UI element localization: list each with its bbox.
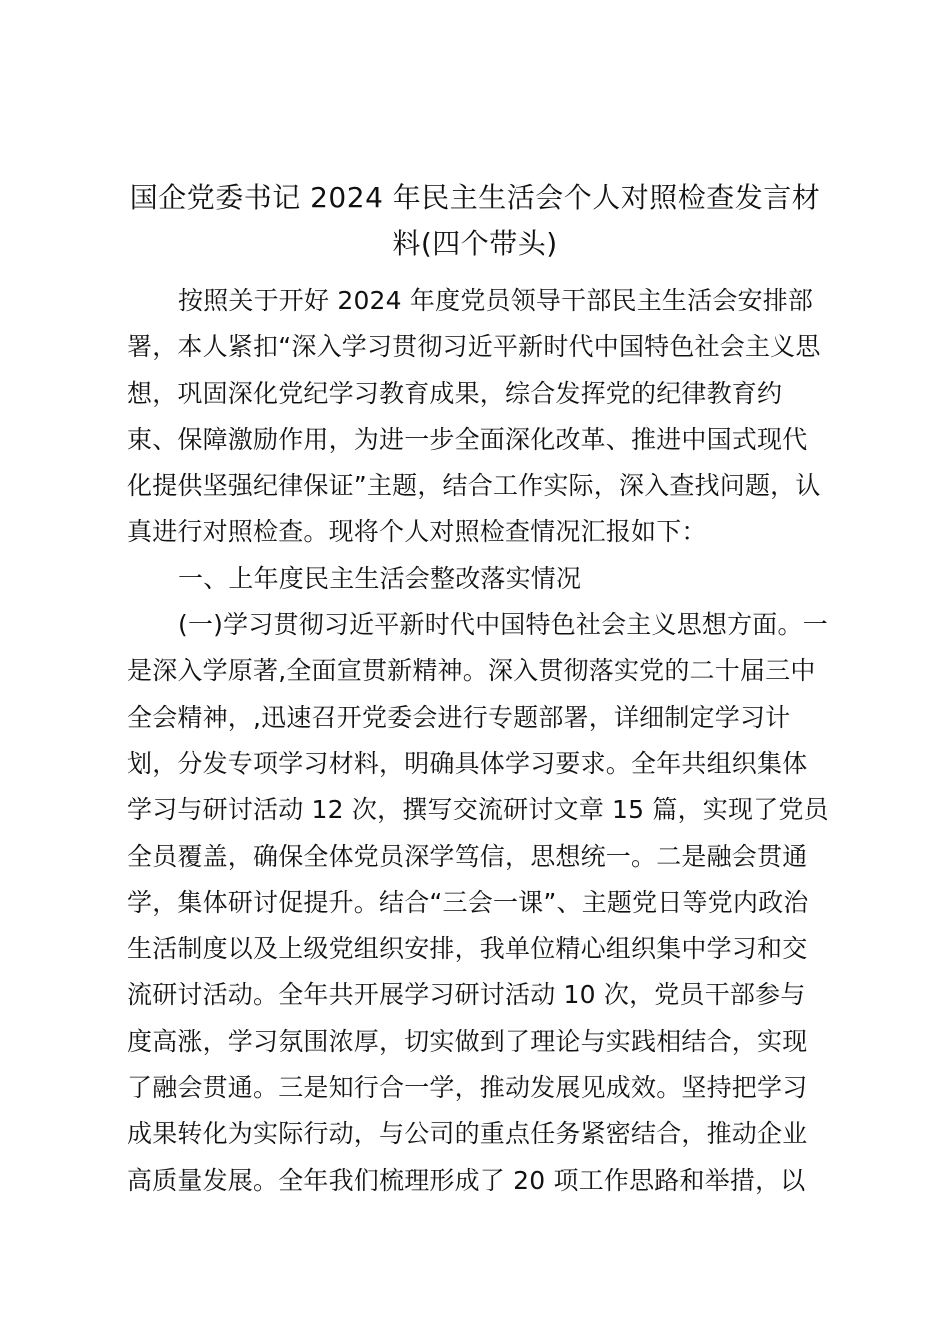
- paragraph-line: 成果转化为实际行动，与公司的重点任务紧密结合，推动企业: [127, 1119, 808, 1149]
- paragraph-line: 署，本人紧扣“深入学习贯彻习近平新时代中国特色社会主义思: [127, 332, 821, 362]
- paragraph-line: 学，集体研讨促提升。结合“三会一课”、主题党日等党内政治: [127, 887, 809, 917]
- paragraph-line: 是深入学原著,全面宣贯新精神。深入贯彻落实党的二十届三中: [127, 656, 816, 686]
- paragraph-line: 按照关于开好 2024 年度党员领导干部民主生活会安排部: [178, 286, 814, 315]
- document-body: [127, 278, 837, 1204]
- paragraph-line: 化提供坚强纪律保证”主题，结合工作实际，深入查找问题，认: [127, 471, 821, 501]
- section-heading: 一、上年度民主生活会整改落实情况: [178, 563, 582, 593]
- title-line-2: 料(四个带头): [392, 227, 558, 260]
- paragraph-line: 划，分发专项学习材料，明确具体学习要求。全年共组织集体: [127, 748, 808, 778]
- paragraph-line: 想，巩固深化党纪学习教育成果，综合发挥党的纪律教育约: [127, 378, 783, 408]
- document-title: [110, 175, 840, 267]
- paragraph-line: 高质量发展。全年我们梳理形成了 20 项工作思路和举措，以: [127, 1165, 806, 1195]
- paragraph-line: 了融会贯通。三是知行合一学，推动发展见成效。坚持把学习: [127, 1073, 808, 1103]
- paragraph-line: 学习与研讨活动 12 次，撰写交流研讨文章 15 篇，实现了党员: [127, 795, 829, 825]
- paragraph-line: 生活制度以及上级党组织安排，我单位精心组织集中学习和交: [127, 934, 808, 964]
- paragraph-line: 束、保障激励作用，为进一步全面深化改革、推进中国式现代: [127, 424, 808, 454]
- paragraph-line: 流研讨活动。全年共开展学习研讨活动 10 次，党员干部参与: [127, 980, 806, 1010]
- title-line-1: 国企党委书记 2024 年民主生活会个人对照检查发言材: [129, 181, 821, 214]
- paragraph-line: 全员覆盖，确保全体党员深学笃信，思想统一。二是融会贯通: [127, 841, 808, 871]
- paragraph-line: 真进行对照检查。现将个人对照检查情况汇报如下：: [127, 517, 707, 547]
- paragraph-line: (一)学习贯彻习近平新时代中国特色社会主义思想方面。一: [178, 610, 828, 640]
- paragraph-line: 度高涨，学习氛围浓厚，切实做到了理论与实践相结合，实现: [127, 1026, 808, 1056]
- paragraph-line: 全会精神，,迅速召开党委会进行专题部署，详细制定学习计: [127, 702, 791, 732]
